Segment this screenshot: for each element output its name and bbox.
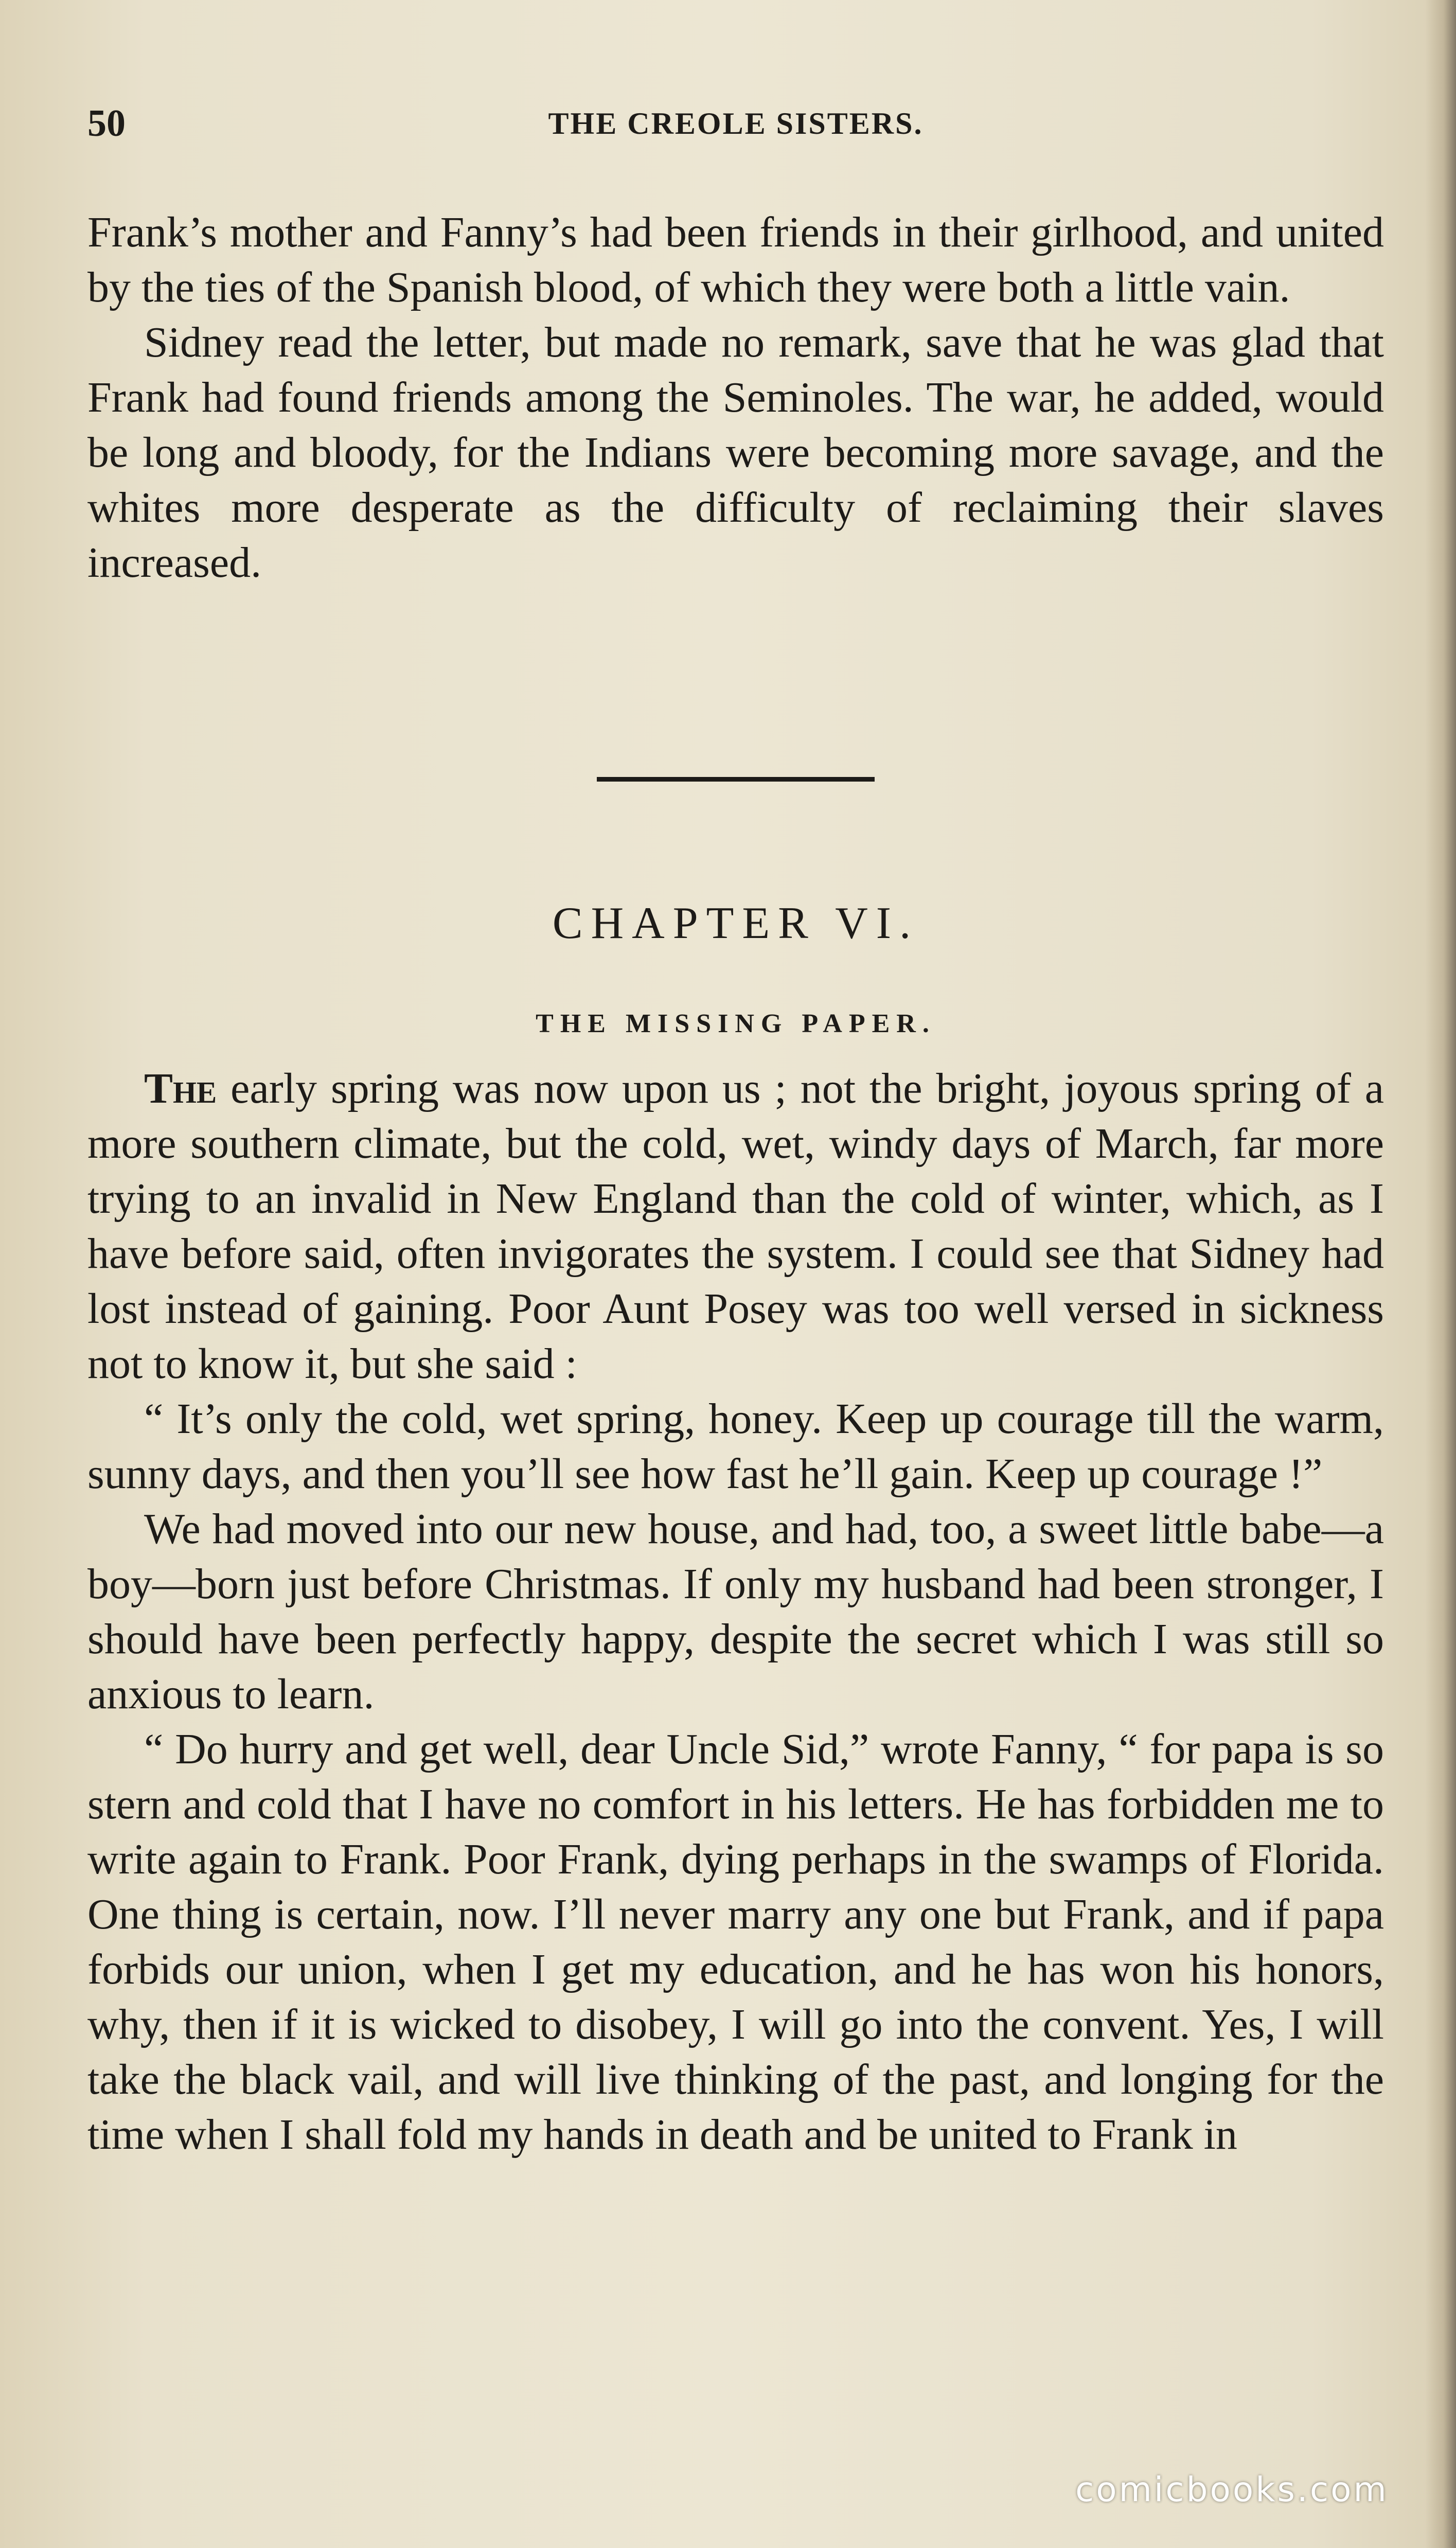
paragraph: Sidney read the letter, but made no remark, save that he was glad that Frank had found friends among the Seminoles. The war, he added, would be long and bloody, for the Indians were becoming more savage, and the whites more desperate as the difficulty of reclaiming their slaves increased.	[87, 318, 1384, 587]
page-edge-shadow	[1425, 0, 1456, 2548]
paragraph: We had moved into our new house, and had, too, a sweet little babe—a boy—born just before Christmas. If only my husband had been stronger, I should have been perfectly happy, despite the secret which I was still so anxious to learn.	[87, 1505, 1384, 1718]
paragraph: Frank’s mother and Fanny’s had been friends in their girlhood, and united by the ties of the Spanish blood, of which they were both a little vain.	[87, 208, 1384, 311]
page-number: 50	[87, 102, 126, 145]
paragraph: “ Do hurry and get well, dear Uncle Sid,” wrote Fanny, “ for papa is so stern and cold that I have no comfort in his letters. He has forbidden me to write again to Frank. Poor Frank, dying perhaps in the swamps of Florida. One thing is certain, now. I’ll never marry any one but Frank, and if papa forbids our union, when I get my education, and he has won his honors, why, then if it is wicked to disobey, I will go into the convent. Yes, I will take the black vail, and will live thinking of the past, and longing for the time when I shall fold my hands in death and be united to Frank in	[87, 1725, 1384, 2158]
paragraph: “ It’s only the cold, wet spring, honey. Keep up courage till the warm, sunny days, and then you’ll see how fast he’ll gain. Keep up courage !”	[87, 1395, 1384, 1498]
opening-word: The	[144, 1065, 217, 1112]
chapter-title: CHAPTER VI.	[552, 898, 919, 948]
page-header	[87, 98, 1384, 149]
section-divider-rule	[597, 777, 875, 782]
watermark: comicbooks.com	[1075, 2470, 1389, 2509]
opening-paragraph-text: early spring was now upon us ; not the bright, joyous spring of a more southern climate, but the cold, wet, windy days of March, far more trying to an invalid in New England than the cold of winter, which, as I have before said, often invigorates the system. I could see that Sidney had lost instead of gaining. Poor Aunt Posey was too well versed in sickness not to know it, but she said :	[87, 1065, 1384, 1388]
running-title: THE CREOLE SISTERS.	[548, 107, 924, 140]
chapter-opening-paragraph	[87, 1061, 1384, 1391]
chapter-body	[87, 1061, 1384, 2162]
chapter-subtitle: THE MISSING PAPER.	[536, 1009, 936, 1038]
text-before-chapter	[87, 205, 1384, 590]
